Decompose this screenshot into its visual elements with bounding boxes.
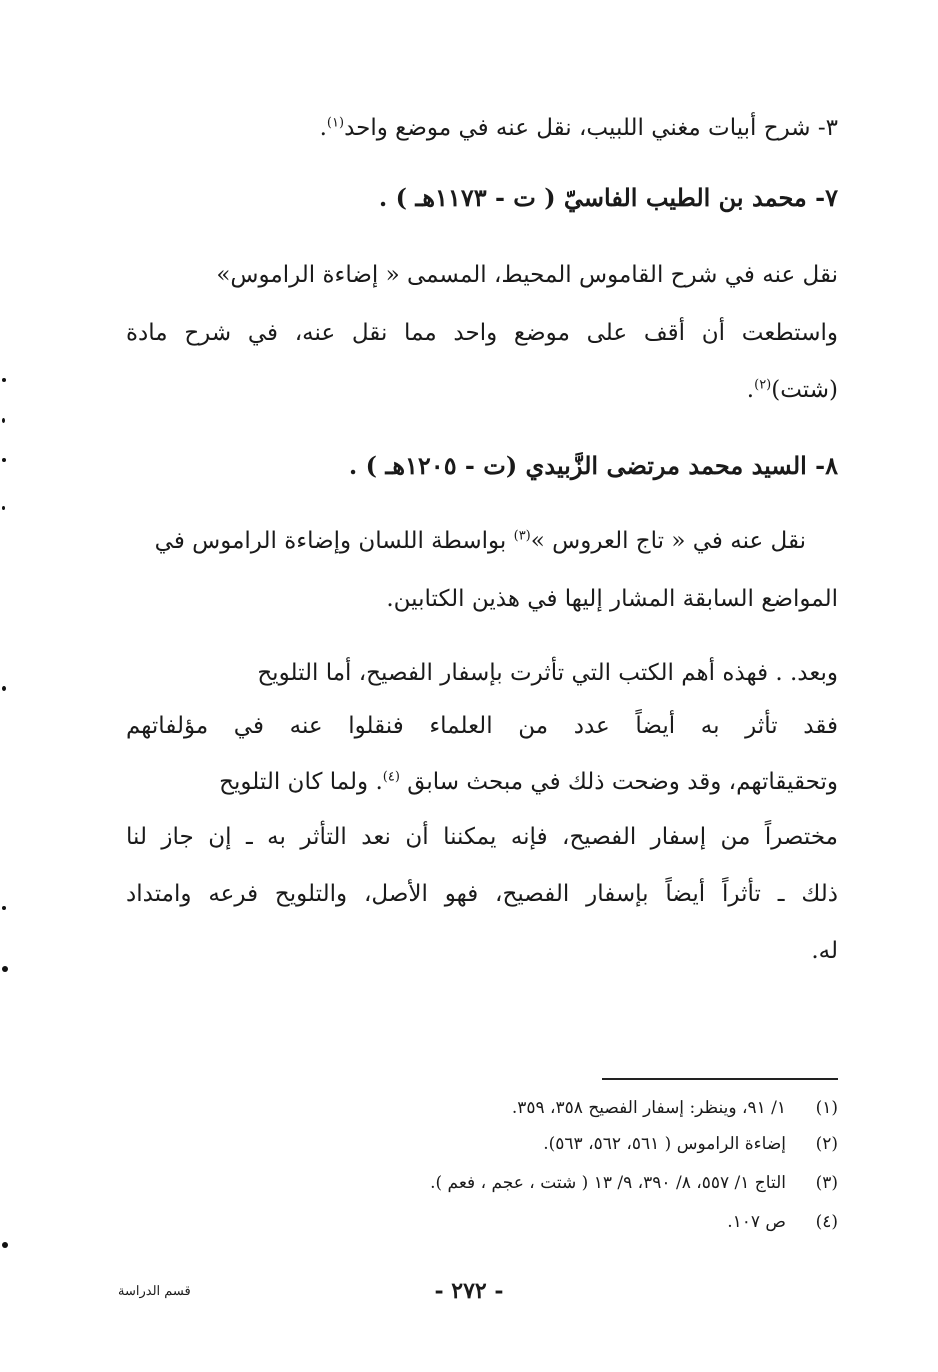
heading-7: ٧- محمد بن الطيب الفاسيّ ( ت - ١١٧٣هـ ) .	[378, 183, 838, 212]
footnote-4-number: (٤)	[815, 1212, 838, 1232]
para2-line1-post: بواسطة اللسان وإضاءة الراموس في	[154, 528, 507, 554]
para1-line3	[126, 373, 838, 407]
footnote-ref-2[interactable]: (٢)	[754, 377, 772, 393]
para3-line5: ذلك ـ تأثراً أيضاً بإسفار الفصيح، فهو الأصل، والتلويح فرعه وامتداد	[126, 881, 838, 907]
footnote-3	[126, 1170, 838, 1196]
para3-line3-text: وتحقيقاتهم، وقد وضحت ذلك في مبحث سابق	[407, 769, 838, 795]
footnote-4-text: ص ١٠٧.	[727, 1212, 786, 1232]
footnote-2-number: (٢)	[815, 1134, 838, 1154]
heading-8: ٨- السيد محمد مرتضى الزَّبيدي (ت - ١٢٠٥هـ ) .	[348, 451, 838, 480]
footnote-2	[126, 1131, 838, 1157]
para1-line2: واستطعت أن أقف على موضع واحد مما نقل عنه، في شرح مادة	[126, 320, 838, 346]
para2-line1	[126, 524, 838, 558]
para3-line2: فقد تأثر به أيضاً عدد من العلماء فنقلوا عنه في مؤلفاتهم	[126, 713, 838, 739]
para3-line1: وبعد. . فهذه أهم الكتب التي تأثرت بإسفار الفصيح، أما التلويح	[257, 660, 838, 686]
scan-mark	[2, 686, 6, 691]
footnote-ref-1[interactable]: (١)	[326, 115, 345, 131]
scan-mark	[2, 966, 8, 972]
para3-line3-post: . ولما كان التلويح	[219, 769, 383, 795]
footnote-1-number: (١)	[815, 1098, 838, 1118]
para3-line4: مختصراً من إسفار الفصيح، فإنه يمكننا أن نعد التأثر به ـ إن جاز لنا	[126, 824, 838, 850]
para2-line1-text: نقل عنه في « تاج العروس »	[530, 528, 806, 554]
scan-mark	[2, 458, 6, 462]
para2-line2: المواضع السابقة المشار إليها في هذين الكتابين.	[386, 586, 838, 612]
footnote-ref-4[interactable]: (٤)	[382, 769, 400, 785]
scan-mark	[2, 506, 5, 510]
item-3-text: ٣- شرح أبيات مغني اللبيب، نقل عنه في موضع واحد	[344, 115, 838, 141]
para1-line1: نقل عنه في شرح القاموس المحيط، المسمى « إضاءة الراموس»	[216, 262, 838, 288]
para3-line6: له.	[811, 938, 838, 964]
scan-mark	[2, 1242, 8, 1248]
footnote-4	[126, 1209, 838, 1235]
item-3-end: .	[319, 115, 327, 141]
section-label: قسم الدراسة	[118, 1284, 191, 1299]
para3-line3	[126, 765, 838, 799]
footnote-ref-3[interactable]: (٣)	[513, 528, 531, 544]
scan-mark	[2, 906, 6, 910]
page-number: - ٢٧٢ -	[434, 1278, 504, 1304]
para1-line3-end: .	[746, 377, 755, 403]
footnote-3-text: التاج ١/ ٥٥٧، ٨/ ٣٩٠، ٩/ ١٣ ( شتت ، عجم ، فعم ).	[430, 1173, 786, 1193]
footnote-1	[126, 1095, 838, 1121]
footnote-1-text: ١/ ٩١، وينظر: إسفار الفصيح ٣٥٨، ٣٥٩.	[511, 1098, 786, 1118]
scan-mark	[2, 378, 6, 382]
scan-mark	[2, 418, 5, 423]
footnote-separator	[602, 1078, 838, 1080]
item-3-line	[126, 111, 838, 145]
footnote-3-number: (٣)	[815, 1173, 838, 1193]
para1-line3-text: (شتت)	[771, 377, 838, 403]
footnote-2-text: إضاءة الراموس ( ٥٦١، ٥٦٢، ٥٦٣).	[543, 1134, 786, 1154]
